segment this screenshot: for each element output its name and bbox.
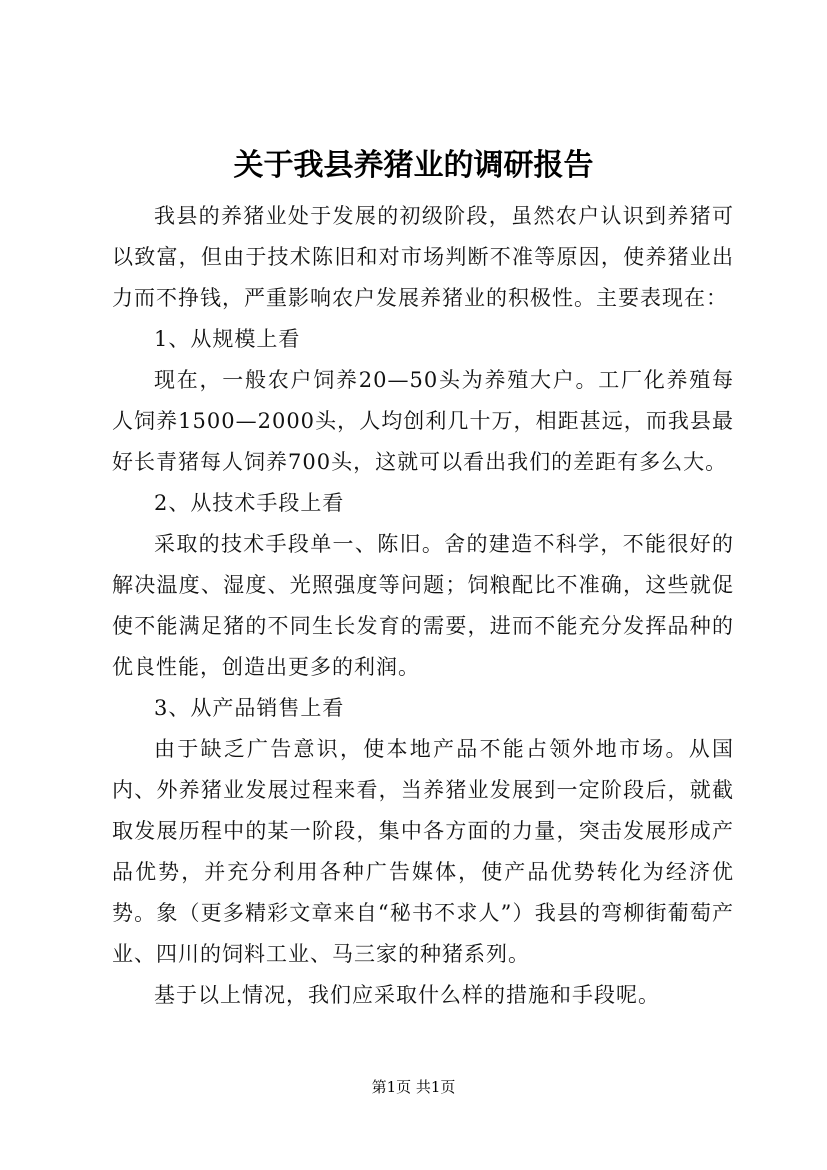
heading-scale: 1、从规模上看	[154, 327, 301, 351]
document-body	[112, 196, 734, 1016]
paragraph-conclusion: 基于以上情况，我们应采取什么样的措施和手段呢。	[154, 983, 660, 1007]
paragraph-technique: 采取的技术手段单一、陈旧。舍的建造不科学，不能很好的解决温度、湿度、光照强度等问题；饲粮配比不准确，这些就促使不能满足猪的不同生长发育的需要，进而不能充分发挥品种的优良性能，创造出更多的利润。	[112, 532, 734, 679]
document-title: 关于我县养猪业的调研报告	[233, 148, 594, 183]
paragraph-scale: 现在，一般农户饲养20—50头为养殖大户。工厂化养殖每人饲养1500—2000头，人均创利几十万，相距甚远，而我县最好长青猪每人饲养700头，这就可以看出我们的差距有多么大。	[112, 368, 734, 474]
paragraph-intro: 我县的养猪业处于发展的初级阶段，虽然农户认识到养猪可以致富，但由于技术陈旧和对市场判断不准等原因，使养猪业出力而不挣钱，严重影响农户发展养猪业的积极性。主要表现在：	[112, 204, 734, 310]
heading-sales: 3、从产品销售上看	[154, 696, 345, 720]
heading-technique: 2、从技术手段上看	[154, 491, 345, 515]
paragraph-sales: 由于缺乏广告意识，使本地产品不能占领外地市场。从国内、外养猪业发展过程来看，当养猪业发展到一定阶段后，就截取发展历程中的某一阶段，集中各方面的力量，突击发展形成产品优势，并充分利用各种广告媒体，使产品优势转化为经济优势。象（更多精彩文章来自“秘书不求人”）我县的弯柳街葡萄产业、四川的饲料工业、马三家的种猪系列。	[112, 737, 734, 966]
page-number: 第1页 共1页	[371, 1078, 456, 1096]
